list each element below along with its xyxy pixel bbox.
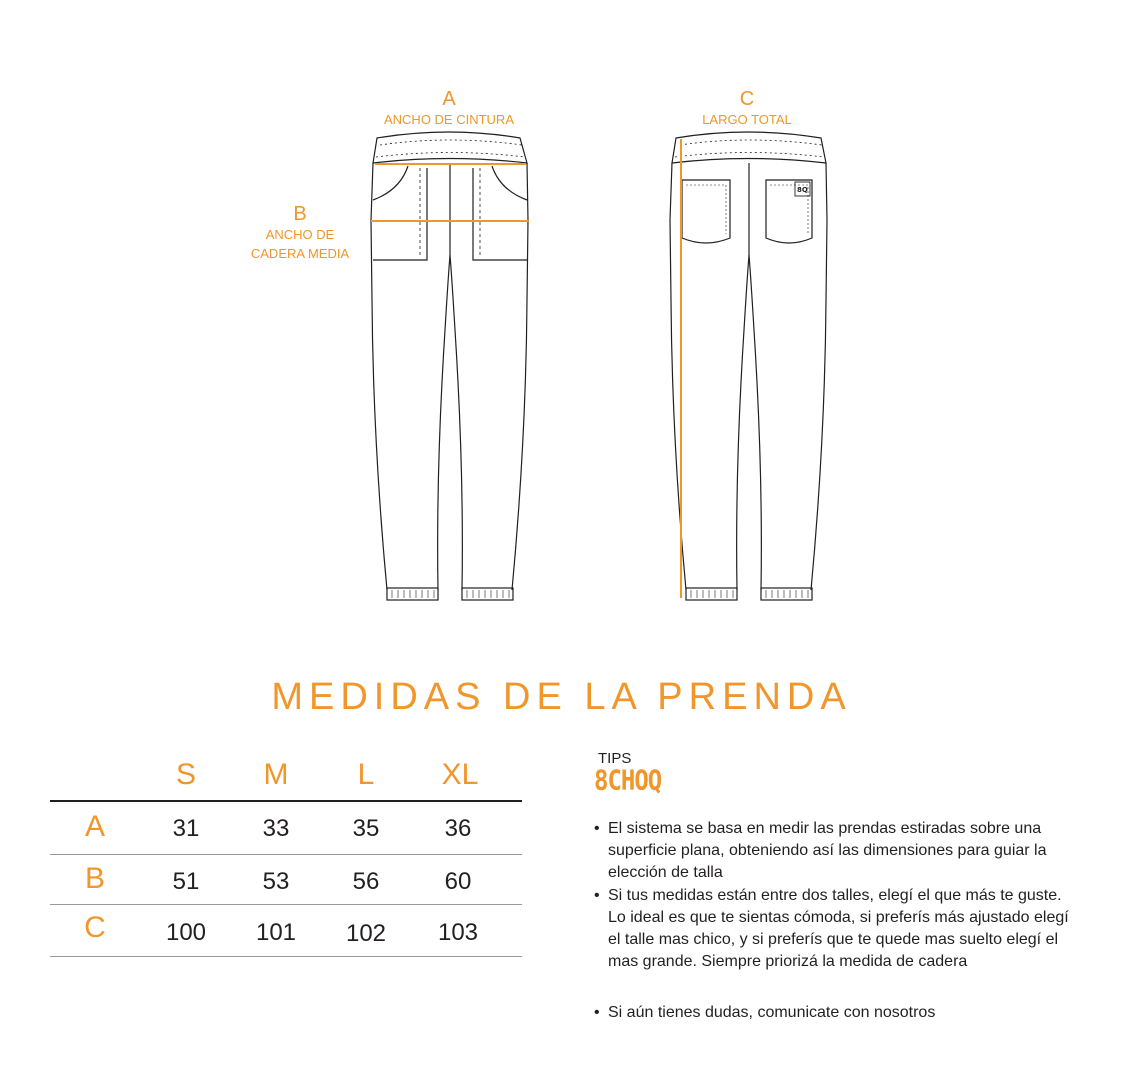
table-row-rule — [50, 854, 522, 855]
tip-item — [594, 818, 1074, 884]
cell-a-m: 33 — [262, 815, 290, 842]
label-b-text-1: ANCHO DE — [265, 227, 335, 242]
tip-item — [594, 885, 1074, 973]
cell-b-s: 51 — [172, 868, 200, 895]
table-header-rule — [50, 800, 522, 802]
bullet-icon: • — [594, 887, 600, 904]
row-label-c: C — [84, 911, 106, 944]
label-c-letter: C — [739, 88, 755, 110]
cell-a-xl: 36 — [444, 815, 472, 842]
front-pants-drawing — [360, 120, 540, 610]
tip-text: Si tus medidas están entre dos talles, elegí el que más te guste. Lo ideal es que te sientas cómoda, si preferís más ajustado elegí el talle mas chico, y si preferís que te quede mas suelto elegí el mas grande. Siempre priorizá la medida de cadera — [608, 887, 1069, 970]
cell-c-l: 102 — [345, 920, 387, 947]
cell-c-m: 101 — [255, 919, 297, 946]
tips-brand-logo: 8CHOQ — [594, 764, 662, 797]
size-header-l: L — [357, 758, 375, 791]
bullet-icon: • — [594, 1004, 600, 1021]
tip-text: Si aún tienes dudas, comunicate con nosotros — [608, 1004, 936, 1021]
cell-b-xl: 60 — [444, 868, 472, 895]
table-row-rule — [50, 904, 522, 905]
tip-item — [594, 1002, 1074, 1024]
label-a-letter: A — [442, 88, 456, 110]
label-b-text-2: CADERA MEDIA — [250, 246, 350, 261]
cell-a-s: 31 — [172, 815, 200, 842]
cell-b-m: 53 — [262, 868, 290, 895]
tip-text: El sistema se basa en medir las prendas estiradas sobre una superficie plana, obteniendo así las dimensiones para guiar la elección de talla — [608, 820, 1047, 881]
row-label-b: B — [84, 862, 105, 895]
row-label-a: A — [84, 810, 105, 843]
size-header-xl: XL — [441, 758, 479, 791]
tips-heading: TIPS — [598, 750, 632, 767]
cell-a-l: 35 — [352, 815, 380, 842]
label-b-letter: B — [293, 203, 307, 225]
bullet-icon: • — [594, 820, 600, 837]
table-row-rule — [50, 956, 522, 957]
cell-b-l: 56 — [352, 868, 380, 895]
back-pants-drawing — [660, 120, 840, 610]
label-c-text: LARGO TOTAL — [702, 112, 792, 127]
label-a-text: ANCHO DE CINTURA — [383, 112, 514, 127]
size-header-s: S — [175, 758, 196, 791]
page-title: MEDIDAS DE LA PRENDA — [271, 676, 852, 718]
size-header-m: M — [263, 758, 289, 791]
cell-c-s: 100 — [165, 919, 207, 946]
label-patch-logo: 8Q — [797, 186, 808, 194]
cell-c-xl: 103 — [437, 919, 479, 946]
